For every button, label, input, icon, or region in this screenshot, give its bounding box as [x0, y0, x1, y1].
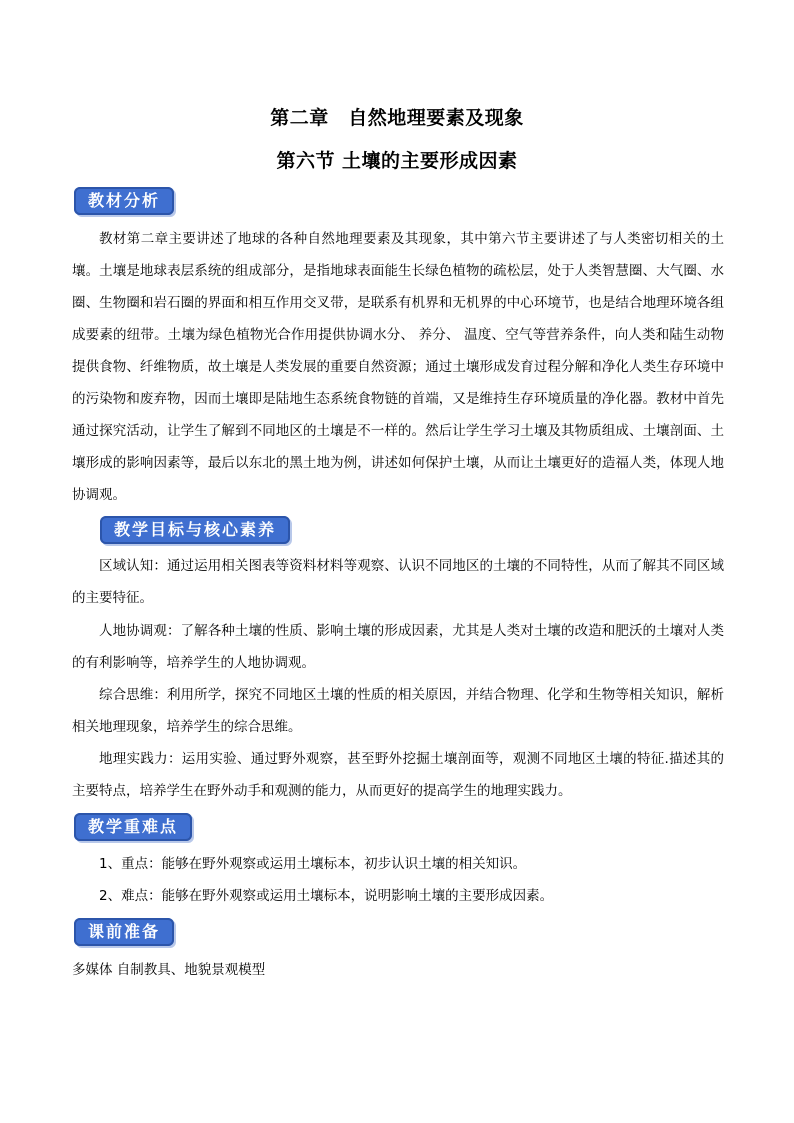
chapter-title: 第二章 自然地理要素及现象 [270, 107, 524, 129]
heading-preparation: 课前准备 [74, 918, 174, 946]
keypoint-difficulty: 2、难点：能够在野外观察或运用土壤标本，说明影响土壤的主要形成因素。 [99, 888, 554, 904]
heading-objectives: 教学目标与核心素养 [100, 516, 290, 544]
preparation-text: 多媒体 自制教具、地貌景观模型 [72, 962, 266, 978]
heading-analysis: 教材分析 [74, 187, 174, 215]
heading-keypoints: 教学重难点 [74, 813, 192, 841]
keypoint-focus: 1、重点：能够在野外观察或运用土壤标本，初步认识土壤的相关知识。 [99, 856, 527, 872]
section-title: 第六节 土壤的主要形成因素 [276, 150, 518, 172]
objective-human-land: 人地协调观：了解各种土壤的性质、影响土壤的形成因素，尤其是人类对土壤的改造和肥沃的土壤对人类的有利影响等，培养学生的人地协调观。 [72, 623, 724, 671]
analysis-paragraph: 教材第二章主要讲述了地球的各种自然地理要素及其现象，其中第六节主要讲述了与人类密切相关的土壤。土壤是地球表层系统的组成部分，是指地球表面能生长绿色植物的疏松层，处于人类智慧圈、大气圈、水圈、生物圈和岩石圈的界面和相互作用交叉带，是联系有机界和无机界的中心环境节，也是结合地理环境各组成要素的纽带。土壤为绿色植物光合作用提供协调水分、 养分、 温度、空气等营养条件，向人类和陆生动物提供食物、纤维物质，故土壤是人类发展的重要自然资源；通过土壤形成发育过程分解和净化人类生存环境中的污染物和废弃物，因而土壤即是陆地生态系统食物链的首端，又是维持生存环境质量的净化器。教材中首先通过探究活动，让学生了解到不同地区的土壤是不一样的。然后让学生学习土壤及其物质组成、土壤剖面、土壤形成的影响因素等，最后以东北的黑土地为例，讲述如何保护土壤，从而让土壤更好的造福人类，体现人地协调观。 [72, 231, 724, 503]
objective-practice: 地理实践力：运用实验、通过野外观察，甚至野外挖掘土壤剖面等，观测不同地区土壤的特征.描述其的主要特点，培养学生在野外动手和观测的能力，从而更好的提高学生的地理实践力。 [72, 751, 724, 799]
objective-regional-cognition: 区域认知：通过运用相关图表等资料材料等观察、认识不同地区的土壤的不同特性，从而了解其不同区域的主要特征。 [72, 558, 724, 606]
objective-integrated-thinking: 综合思维：利用所学，探究不同地区土壤的性质的相关原因，并结合物理、化学和生物等相关知识，解析相关地理现象，培养学生的综合思维。 [72, 687, 724, 735]
